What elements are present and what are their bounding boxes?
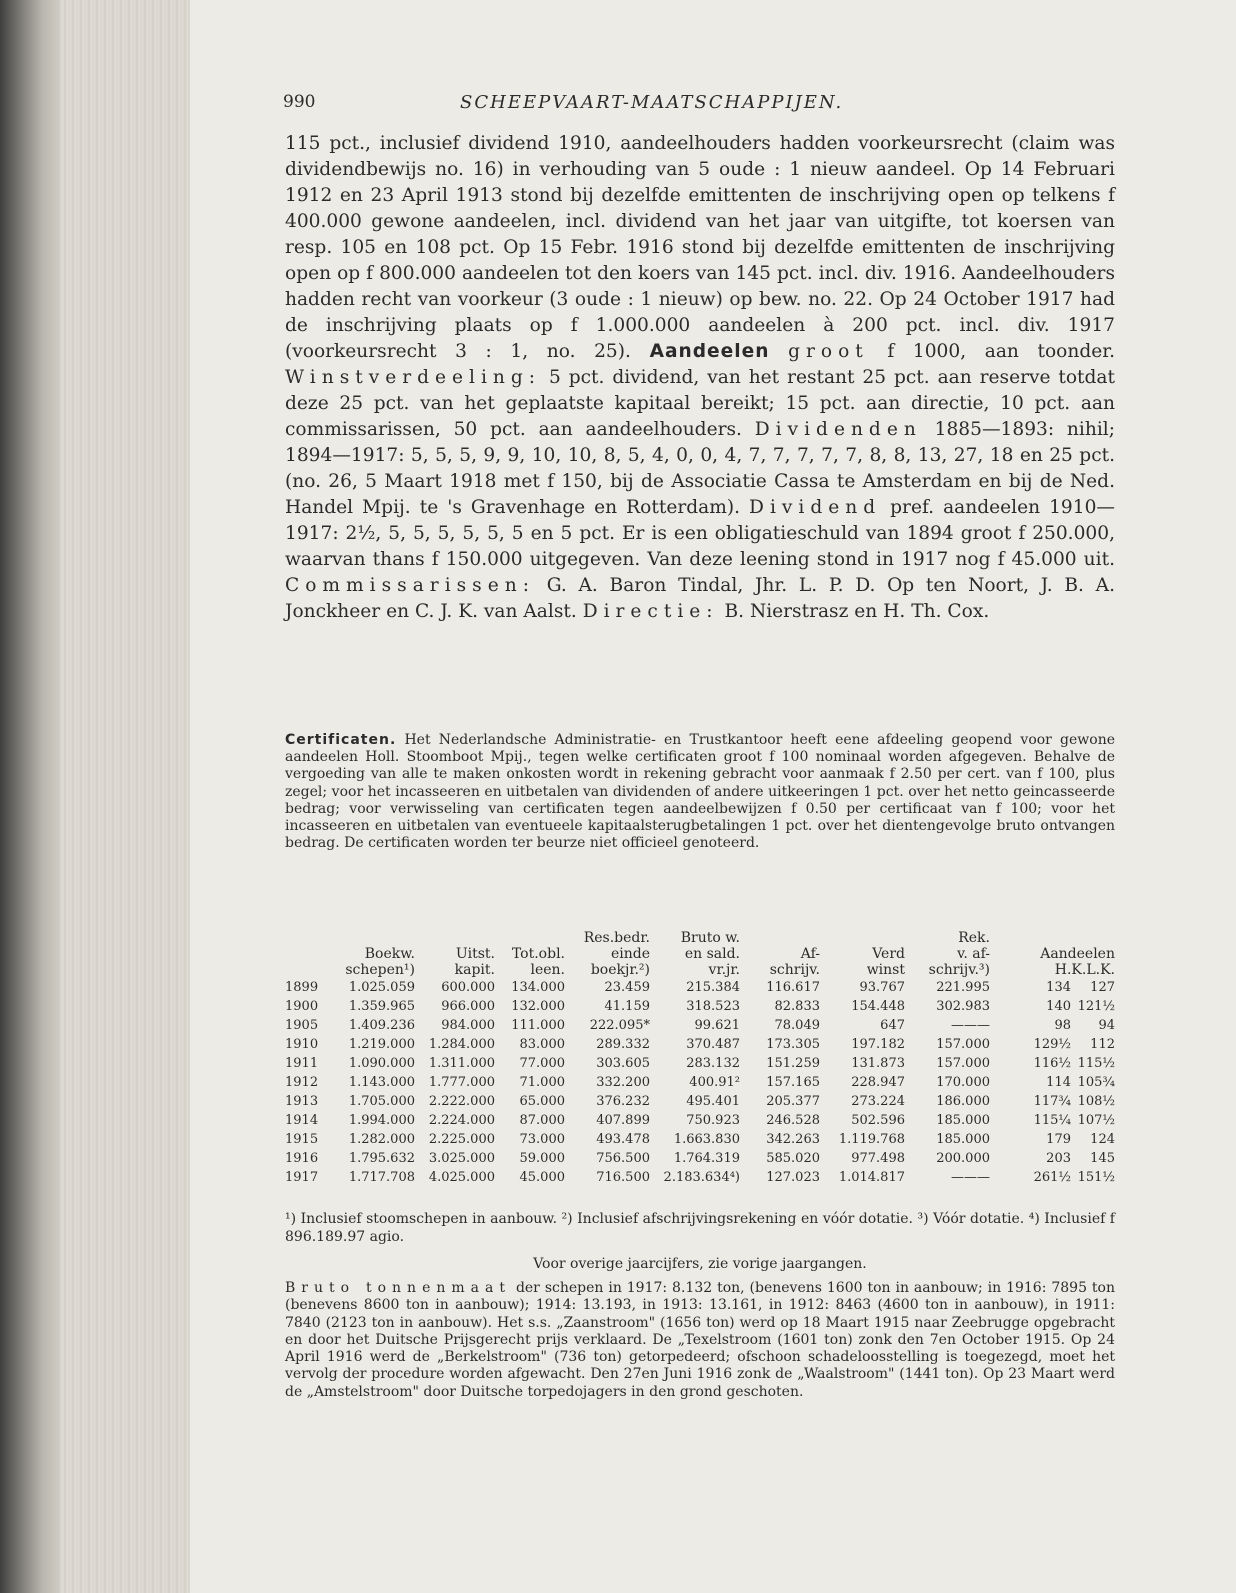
dividend-pref-label: Dividend — [749, 497, 882, 518]
table-cell: 93.767 — [859, 980, 905, 995]
table-cell: 173.305 — [766, 1037, 820, 1052]
page-number: 990 — [283, 92, 316, 112]
table-cell: 716.500 — [596, 1170, 650, 1185]
table-cell: 502.596 — [851, 1113, 905, 1128]
column-header-9-line-1 — [990, 930, 1115, 946]
table-cell: 200.000 — [936, 1151, 990, 1166]
certificates-paragraph — [285, 732, 1115, 852]
table-cell: 495.401 — [686, 1094, 740, 1109]
table-cell: 1.705.000 — [348, 1094, 415, 1109]
aandeelen-high: 98 — [1054, 1018, 1071, 1033]
aandeelen-low: 105¾ — [1077, 1075, 1115, 1090]
aandeelen-low: 112 — [1090, 1037, 1115, 1052]
table-cell: 185.000 — [936, 1113, 990, 1128]
table-cell: 157.000 — [936, 1056, 990, 1071]
column-header-4-line-3: boekjr.²) — [590, 962, 650, 978]
column-header-4-line-2: einde — [610, 946, 650, 962]
table-cell: 222.095* — [589, 1018, 650, 1033]
table-row — [285, 997, 1115, 1016]
aandeelen-high: 261½ — [1033, 1170, 1071, 1185]
table-cell: 1.994.000 — [348, 1113, 415, 1128]
column-header-7-line-1 — [820, 930, 905, 946]
table-cell: 1.717.708 — [348, 1170, 415, 1185]
aandeelen-low: 151½ — [1077, 1170, 1115, 1185]
column-header-2-line-2: Uitst. — [455, 946, 495, 962]
table-cell: 756.500 — [596, 1151, 650, 1166]
aandeelen-high: 129½ — [1033, 1037, 1071, 1052]
body-text-3: 5 pct. dividend, van het restant 25 pct. aan reserve totdat deze 25 pct. van het geplaatste kapitaal bereikt; 15 pct. aan directie, 10 pct. aan commissarissen, 50 pct. aan aandeelhouders. — [285, 367, 1115, 440]
aandeelen-cell — [990, 1092, 1115, 1111]
table-cell: 111.000 — [511, 1018, 565, 1033]
table-cell: 1.014.817 — [838, 1170, 905, 1185]
column-header-9-line-3: H.K.L.K. — [1054, 962, 1115, 978]
column-header-2-line-3: kapit. — [454, 962, 495, 978]
table-cell: 78.049 — [774, 1018, 820, 1033]
table-cell: 116.617 — [766, 980, 820, 995]
running-head: SCHEEPVAART-MAATSCHAPPIJEN. — [460, 92, 844, 113]
table-cell: 647 — [880, 1018, 905, 1033]
table-cell: 65.000 — [519, 1094, 565, 1109]
column-header-0-line-3 — [285, 962, 335, 978]
table-cell: 600.000 — [441, 980, 495, 995]
aandeelen-high: 134 — [1046, 980, 1071, 995]
table-cell: 205.377 — [766, 1094, 820, 1109]
aandeelen-low: 145 — [1090, 1151, 1115, 1166]
table-cell: 2.183.634⁴) — [663, 1170, 740, 1185]
table-cell: 45.000 — [519, 1170, 565, 1185]
table-cell: 215.384 — [686, 980, 740, 995]
table-cell: 332.200 — [596, 1075, 650, 1090]
table-cell: 71.000 — [519, 1075, 565, 1090]
aandeelen-cell — [990, 1035, 1115, 1054]
aandeelen-cell — [990, 1168, 1115, 1187]
year-cell: 1912 — [285, 1075, 319, 1090]
table-cell: 318.523 — [686, 999, 740, 1014]
table-cell: 1.282.000 — [348, 1132, 415, 1147]
table-cell: ——— — [951, 1018, 990, 1033]
table-cell: 750.923 — [686, 1113, 740, 1128]
table-row — [285, 1092, 1115, 1111]
column-header-3-line-3: leen. — [530, 962, 565, 978]
table-cell: 132.000 — [511, 999, 565, 1014]
aandeelen-cell — [990, 1054, 1115, 1073]
column-header-5-line-1: Bruto w. — [680, 930, 740, 946]
table-cell: 77.000 — [519, 1056, 565, 1071]
aandeelen-cell — [990, 1149, 1115, 1168]
table-cell: 303.605 — [596, 1056, 650, 1071]
year-cell: 1916 — [285, 1151, 319, 1166]
table-cell: 228.947 — [851, 1075, 905, 1090]
aandeelen-low: 124 — [1090, 1132, 1115, 1147]
table-cell: 185.000 — [936, 1132, 990, 1147]
table-row — [285, 978, 1115, 997]
column-header-5-line-3: vr.jr. — [708, 962, 740, 978]
column-header-1-line-3: schepen¹) — [345, 962, 415, 978]
table-cell: 966.000 — [441, 999, 495, 1014]
table-row — [285, 1054, 1115, 1073]
column-header-6-line-1 — [740, 930, 820, 946]
table-cell: 134.000 — [511, 980, 565, 995]
body-text-1: 115 pct., inclusief dividend 1910, aandeelhouders hadden voorkeursrecht (claim was dividendbewijs no. 16) in verhouding van 5 oude : 1 nieuw aandeel. Op 14 Februari 1912 en 23 April 1913 stond bij dezelfde emittenten de inschrijving open op telkens f 400.000 gewone aandeelen, incl. dividend van het jaar van uitgifte, tot koersen van resp. 105 en 108 pct. Op 15 Febr. 1916 stond bij dezelfde emittenten de inschrijving open op f 800.000 aandeelen tot den koers van 145 pct. incl. div. 1916. Aandeelhouders hadden recht van voorkeur (3 oude : 1 nieuw) op bew. no. 22. Op 24 October 1917 had de inschrijving plaats op f 1.000.000 aandeelen à 200 pct. incl. div. 1917 (voorkeursrecht 3 : 1, no. 25). — [285, 133, 1115, 362]
table-cell: 59.000 — [519, 1151, 565, 1166]
table-cell: 82.833 — [774, 999, 820, 1014]
aandeelen-high: 115¼ — [1033, 1113, 1071, 1128]
table-cell: 154.448 — [851, 999, 905, 1014]
column-header-1-line-1 — [335, 930, 415, 946]
table-row — [285, 1130, 1115, 1149]
column-header-6-line-2: Af- — [800, 946, 820, 962]
table-cell: 283.132 — [686, 1056, 740, 1071]
column-header-1-line-2: Boekw. — [364, 946, 415, 962]
table-cell: 1.090.000 — [348, 1056, 415, 1071]
body-text-4: 1885—1893: nihil; 1894—1917: 5, 5, 5, 9, 9, 10, 10, 8, 5, 4, 0, 0, 4, 7, 7, 7, 7, 7, 8, 8, 13, 27, 18 en 25 pct. (no. 26, 5 Maart 1918 met f 150, bij de Associatie Cassa te Amsterdam en bij de Ned. Handel Mpij. te 's Gravenhage en Rotterdam). — [285, 419, 1115, 518]
aandeelen-low: 121½ — [1077, 999, 1115, 1014]
table-cell: 197.182 — [851, 1037, 905, 1052]
table-cell: 2.224.000 — [428, 1113, 495, 1128]
table-cell: 585.020 — [766, 1151, 820, 1166]
column-header-8-line-1: Rek. — [958, 930, 990, 946]
aandeelen-low: 115½ — [1077, 1056, 1115, 1071]
book-edge — [0, 0, 60, 1593]
year-cell: 1911 — [285, 1056, 319, 1071]
tonnage-text: der schepen in 1917: 8.132 ton, (benevens 1600 ton in aanbouw; in 1916: 7895 ton (benevens 8600 ton in aanbouw); 1914: 13.193, in 1913: 13.161, in 1912: 8463 (4600 ton in aanbouw), in 1911: 7840 (2123 ton in aanbouw). Het s.s. „Zaanstroom" (1656 ton) werd op 18 Maart 1915 naar Zeebrugge opgebracht en door het Duitsche Prijsgerecht prijs verklaard. De „Texelstroom (1601 ton) zonk den 7en October 1915. Op 24 April 1916 werd de „Berkelstroom" (736 ton) getorpedeerd; ofschoon schadeloosstelling is toegezegd, moet het vervolg der procedure worden afgewacht. Den 27en Juni 1916 zonk de „Waalstroom" (1441 ton). Op 23 Maart werd de „Amstelstroom" door Duitsche torpedojagers in den grond geschoten. — [285, 1280, 1116, 1400]
column-header-0-line-2 — [285, 946, 335, 962]
financial-table — [285, 930, 1115, 1187]
tonnage-label: Bruto tonnenmaat — [285, 1280, 511, 1296]
aandeelen-cell — [990, 997, 1115, 1016]
column-header-3-line-1 — [495, 930, 565, 946]
table-row — [285, 1035, 1115, 1054]
table-cell: 1.409.236 — [348, 1018, 415, 1033]
column-header-6-line-3: schrijv. — [769, 962, 820, 978]
table-row — [285, 1016, 1115, 1035]
table-cell: 1.795.632 — [348, 1151, 415, 1166]
year-cell: 1915 — [285, 1132, 319, 1147]
groot-label: groot — [788, 341, 869, 362]
column-header-3-line-2: Tot.obl. — [511, 946, 565, 962]
column-header-7-line-3: winst — [866, 962, 905, 978]
table-cell: 131.873 — [851, 1056, 905, 1071]
table-cell: ——— — [951, 1170, 990, 1185]
table-cell: 1.119.768 — [838, 1132, 905, 1147]
table-cell: 73.000 — [519, 1132, 565, 1147]
aandeelen-low: 107½ — [1077, 1113, 1115, 1128]
aandeelen-low: 94 — [1098, 1018, 1115, 1033]
commissarissen-label: Commissarissen: — [285, 575, 535, 596]
aandeelen-low: 127 — [1090, 980, 1115, 995]
table-row — [285, 1168, 1115, 1187]
table-cell: 407.899 — [596, 1113, 650, 1128]
table-cell: 1.025.059 — [348, 980, 415, 995]
aandeelen-high: 116½ — [1033, 1056, 1071, 1071]
table-cell: 977.498 — [851, 1151, 905, 1166]
table-cell: 87.000 — [519, 1113, 565, 1128]
table-header — [285, 930, 1115, 978]
table-cell: 221.995 — [936, 980, 990, 995]
table-cell: 1.663.830 — [673, 1132, 740, 1147]
column-header-2-line-1 — [415, 930, 495, 946]
column-header-9-line-2: Aandeelen — [1040, 946, 1115, 962]
table-cell: 493.478 — [596, 1132, 650, 1147]
table-row — [285, 1149, 1115, 1168]
table-cell: 151.259 — [766, 1056, 820, 1071]
table-cell: 157.000 — [936, 1037, 990, 1052]
table-cell: 342.263 — [766, 1132, 820, 1147]
other-years-note: Voor overige jaarcijfers, zie vorige jaargangen. — [533, 1256, 867, 1272]
table-cell: 1.777.000 — [428, 1075, 495, 1090]
aandeelen-cell — [990, 1130, 1115, 1149]
year-cell: 1917 — [285, 1170, 319, 1185]
aandeelen-high: 203 — [1046, 1151, 1071, 1166]
table-cell: 99.621 — [694, 1018, 740, 1033]
table-cell: 1.219.000 — [348, 1037, 415, 1052]
table-cell: 3.025.000 — [428, 1151, 495, 1166]
column-header-8-line-3: schrijv.³) — [928, 962, 990, 978]
aandeelen-high: 114 — [1046, 1075, 1071, 1090]
table-cell: 157.165 — [766, 1075, 820, 1090]
table-cell: 127.023 — [766, 1170, 820, 1185]
year-cell: 1914 — [285, 1113, 319, 1128]
table-footnotes: ¹) Inclusief stoomschepen in aanbouw. ²) Inclusief afschrijvingsrekening en vóór dotatie. ³) Vóór dotatie. ⁴) Inclusief f 896.189.97 agio. — [285, 1211, 1115, 1245]
table-cell: 2.225.000 — [428, 1132, 495, 1147]
table-cell: 186.000 — [936, 1094, 990, 1109]
table-cell: 83.000 — [519, 1037, 565, 1052]
aandeelen-high: 117¾ — [1033, 1094, 1071, 1109]
aandeelen-cell — [990, 1073, 1115, 1092]
year-cell: 1900 — [285, 999, 319, 1014]
table-cell: 302.983 — [936, 999, 990, 1014]
body-paragraph — [285, 131, 1115, 625]
column-header-0-line-1 — [285, 930, 335, 946]
tonnage-paragraph — [285, 1280, 1115, 1401]
aandeelen-high: 140 — [1046, 999, 1071, 1014]
certificates-heading: Certificaten. — [285, 732, 397, 748]
winstverdeeling-label: Winstverdeeling: — [285, 367, 542, 388]
certificates-text: Het Nederlandsche Administratie- en Trustkantoor heeft eene afdeeling geopend voor gewone aandeelen Holl. Stoomboot Mpij., tegen welke certificaten groot f 100 nominaal worden afgegeven. Behalve de vergoeding van alle te maken onkosten wordt in rekening gebracht voor aanmaak f 2.50 per cert. van f 100, plus zegel; voor het incasseeren en uitbetalen van dividenden of andere uitkeeringen 1 pct. over het netto geincasseerde bedrag; voor verwisseling van certificaten tegen aandeelbewijzen f 0.50 per certificaat van f 100; voor het incasseeren en uitbetalen van eventueele kapitaalsterugbetalingen 1 pct. over het dientengevolge bruto ontvangen bedrag. De certificaten worden ter beurze niet officieel genoteerd. — [285, 732, 1116, 852]
aandeelen-cell — [990, 978, 1115, 997]
table-cell: 2.222.000 — [428, 1094, 495, 1109]
table-cell: 273.224 — [851, 1094, 905, 1109]
table-cell: 246.528 — [766, 1113, 820, 1128]
column-header-4-line-1: Res.bedr. — [583, 930, 650, 946]
dividenden-label: Dividenden — [754, 419, 922, 440]
body-text-2: f 1000, aan toonder. — [887, 341, 1115, 362]
table-row — [285, 1073, 1115, 1092]
aandeelen-cell — [990, 1016, 1115, 1035]
table-cell: 1.764.319 — [673, 1151, 740, 1166]
table-cell: 4.025.000 — [428, 1170, 495, 1185]
table-cell: 370.487 — [686, 1037, 740, 1052]
table-cell: 1.359.965 — [348, 999, 415, 1014]
table-cell: 1.311.000 — [428, 1056, 495, 1071]
aandeelen-cell — [990, 1111, 1115, 1130]
table-cell: 289.332 — [596, 1037, 650, 1052]
table-cell: 1.284.000 — [428, 1037, 495, 1052]
year-cell: 1910 — [285, 1037, 319, 1052]
year-cell: 1899 — [285, 980, 319, 995]
body-text-5: pref. aandeelen 1910—1917: 2½, 5, 5, 5, 5, 5, 5 en 5 pct. Er is een obligatieschuld van 1894 groot f 250.000, waarvan thans f 150.000 uitgegeven. Van deze leening stond in 1917 nog f 45.000 uit. — [285, 497, 1116, 570]
column-header-5-line-2: en sald. — [684, 946, 740, 962]
body-text-7: B. Nierstrasz en H. Th. Cox. — [724, 601, 990, 622]
year-cell: 1905 — [285, 1018, 319, 1033]
table-cell: 376.232 — [596, 1094, 650, 1109]
table-cell: 170.000 — [936, 1075, 990, 1090]
table-cell: 400.91² — [689, 1075, 740, 1090]
table-cell: 41.159 — [604, 999, 650, 1014]
directie-label: Directie: — [582, 601, 719, 622]
column-header-8-line-2: v. af- — [957, 946, 990, 962]
table-row — [285, 1111, 1115, 1130]
column-header-7-line-2: Verd — [872, 946, 905, 962]
table-cell: 1.143.000 — [348, 1075, 415, 1090]
table-cell: 23.459 — [604, 980, 650, 995]
year-cell: 1913 — [285, 1094, 319, 1109]
body-text-6: G. A. Baron Tindal, Jhr. L. P. D. Op ten Noort, J. B. A. Jonckheer en C. J. K. van Aalst. — [285, 575, 1115, 622]
aandeelen-high: 179 — [1046, 1132, 1071, 1147]
page-stack-edge — [60, 0, 190, 1593]
aandeelen-heading: Aandeelen — [649, 341, 770, 362]
table-cell: 984.000 — [441, 1018, 495, 1033]
table-body — [285, 978, 1115, 1187]
aandeelen-low: 108½ — [1077, 1094, 1115, 1109]
